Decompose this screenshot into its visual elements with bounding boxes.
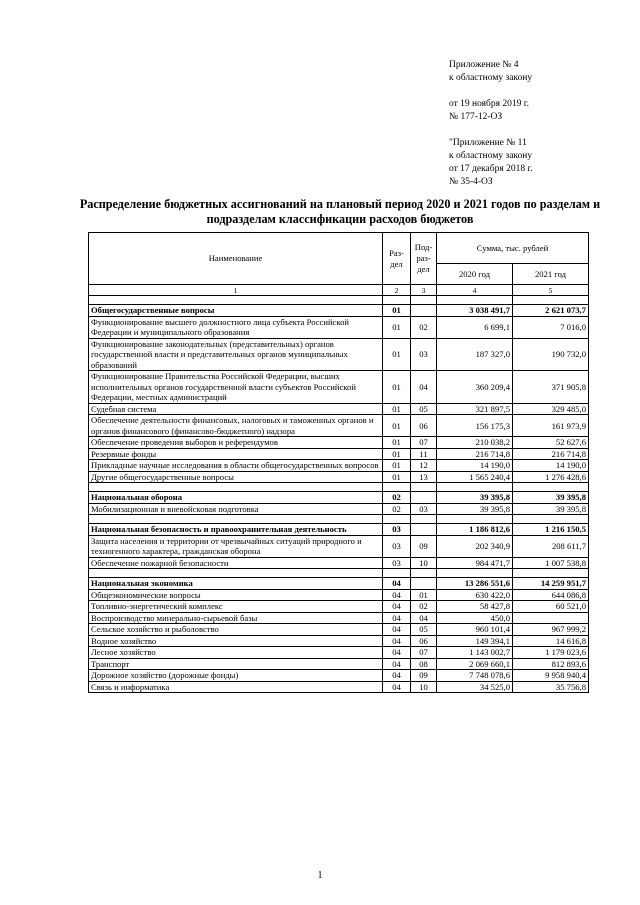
row-podrazdel — [411, 296, 437, 305]
row-podrazdel — [411, 483, 437, 492]
row-podrazdel: 09 — [411, 670, 437, 682]
row-podrazdel — [411, 569, 437, 578]
appendix-line: № 35-4-ОЗ — [449, 177, 493, 187]
row-sum-2021: 371 905,8 — [513, 371, 589, 404]
row-sum-2021: 14 190,0 — [513, 460, 589, 472]
document-title: Распределение бюджетных ассигнований на плановый период 2020 и 2021 годов по разделам и подразделам классификации расходов бюджетов — [79, 197, 601, 226]
row-razdel: 04 — [383, 601, 411, 613]
row-sum-2020: 2 069 660,1 — [437, 658, 513, 670]
row-razdel: 04 — [383, 612, 411, 624]
row-razdel: 01 — [383, 403, 411, 415]
row-sum-2020: 58 427,8 — [437, 601, 513, 613]
row-sum-2021: 7 016,0 — [513, 316, 589, 338]
row-podrazdel — [411, 578, 437, 590]
section-row — [89, 492, 589, 504]
table-row — [89, 535, 589, 557]
row-sum-2021 — [513, 483, 589, 492]
row-sum-2020: 202 340,9 — [437, 535, 513, 557]
row-razdel: 02 — [383, 503, 411, 515]
row-sum-2020: 13 286 551,6 — [437, 578, 513, 590]
row-sum-2021 — [513, 612, 589, 624]
table-row — [89, 437, 589, 449]
row-razdel: 04 — [383, 681, 411, 693]
row-sum-2021: 216 714,8 — [513, 448, 589, 460]
row-sum-2020 — [437, 296, 513, 305]
row-podrazdel: 03 — [411, 338, 437, 371]
spacer-row — [89, 296, 589, 305]
row-sum-2021: 14 259 951,7 — [513, 578, 589, 590]
row-name: Обеспечение пожарной безопасности — [89, 557, 383, 569]
col-header-2020: 2020 год — [437, 264, 513, 285]
row-name — [89, 569, 383, 578]
row-podrazdel: 07 — [411, 437, 437, 449]
row-sum-2020 — [437, 515, 513, 524]
row-name: Национальная оборона — [89, 492, 383, 504]
appendix-header — [449, 59, 629, 189]
appendix-line: "Приложение № 11 — [449, 138, 527, 148]
row-name: Сельское хозяйство и рыболовство — [89, 624, 383, 636]
row-sum-2021: 208 611,7 — [513, 535, 589, 557]
row-name: Обеспечение проведения выборов и референдумов — [89, 437, 383, 449]
table-row — [89, 460, 589, 472]
row-sum-2020: 6 699,1 — [437, 316, 513, 338]
appendix-line: к областному закону — [449, 73, 533, 83]
row-razdel: 01 — [383, 305, 411, 317]
col-header-2021: 2021 год — [513, 264, 589, 285]
row-razdel: 01 — [383, 460, 411, 472]
row-podrazdel: 07 — [411, 647, 437, 659]
table-row — [89, 557, 589, 569]
row-sum-2020: 14 190,0 — [437, 460, 513, 472]
row-sum-2021: 812 893,6 — [513, 658, 589, 670]
row-razdel: 01 — [383, 371, 411, 404]
row-name: Дорожное хозяйство (дорожные фонды) — [89, 670, 383, 682]
table-row — [89, 338, 589, 371]
row-sum-2020: 960 101,4 — [437, 624, 513, 636]
row-sum-2021: 644 086,8 — [513, 589, 589, 601]
table-row — [89, 448, 589, 460]
row-name: Связь и информатика — [89, 681, 383, 693]
row-name: Воспроизводство минерально-сырьевой базы — [89, 612, 383, 624]
row-razdel: 03 — [383, 524, 411, 536]
column-number: 1 — [89, 285, 383, 296]
row-sum-2020: 187 327,0 — [437, 338, 513, 371]
row-podrazdel: 11 — [411, 448, 437, 460]
appendix-line: к областному закону — [449, 151, 533, 161]
spacer-row — [89, 483, 589, 492]
row-sum-2021: 161 973,9 — [513, 415, 589, 437]
row-sum-2021: 190 732,0 — [513, 338, 589, 371]
column-number: 4 — [437, 285, 513, 296]
row-sum-2021: 35 756,8 — [513, 681, 589, 693]
appendix-line: от 19 ноября 2019 г. — [449, 99, 529, 109]
table-row — [89, 624, 589, 636]
row-podrazdel: 10 — [411, 681, 437, 693]
row-sum-2021: 1 007 538,8 — [513, 557, 589, 569]
row-sum-2020: 7 748 078,6 — [437, 670, 513, 682]
row-sum-2020: 360 209,4 — [437, 371, 513, 404]
section-row — [89, 578, 589, 590]
row-sum-2021: 39 395,8 — [513, 503, 589, 515]
table-row — [89, 316, 589, 338]
row-name — [89, 296, 383, 305]
row-razdel — [383, 515, 411, 524]
row-name — [89, 483, 383, 492]
row-podrazdel: 04 — [411, 612, 437, 624]
row-podrazdel — [411, 305, 437, 317]
table-row — [89, 681, 589, 693]
table-row — [89, 371, 589, 404]
appendix-line: Приложение № 4 — [449, 60, 519, 70]
row-razdel: 01 — [383, 338, 411, 371]
col-header-summa: Сумма, тыс. рублей — [437, 233, 589, 264]
row-sum-2021: 9 958 940,4 — [513, 670, 589, 682]
row-name: Мобилизационная и вневойсковая подготовка — [89, 503, 383, 515]
row-sum-2021: 967 999,2 — [513, 624, 589, 636]
row-podrazdel: 10 — [411, 557, 437, 569]
budget-table — [88, 232, 589, 693]
row-sum-2021 — [513, 569, 589, 578]
row-razdel: 04 — [383, 624, 411, 636]
row-razdel: 01 — [383, 415, 411, 437]
row-sum-2021: 1 179 023,6 — [513, 647, 589, 659]
row-sum-2021: 52 627,6 — [513, 437, 589, 449]
col-header-name: Наименование — [89, 233, 383, 285]
row-name: Функционирование высшего должностного лица субъекта Российской Федерации и муниципального образования — [89, 316, 383, 338]
row-sum-2020: 34 525,0 — [437, 681, 513, 693]
row-podrazdel: 12 — [411, 460, 437, 472]
column-number: 2 — [383, 285, 411, 296]
row-razdel: 01 — [383, 448, 411, 460]
row-podrazdel: 02 — [411, 316, 437, 338]
table-row — [89, 670, 589, 682]
row-name: Национальная безопасность и правоохранительная деятельность — [89, 524, 383, 536]
row-sum-2020: 156 175,3 — [437, 415, 513, 437]
column-number: 3 — [411, 285, 437, 296]
row-name: Функционирование законодательных (представительных) органов государственной власти и представительных органов муниципальных образований — [89, 338, 383, 371]
row-podrazdel: 09 — [411, 535, 437, 557]
table-row — [89, 503, 589, 515]
row-razdel: 04 — [383, 589, 411, 601]
row-name: Общеэкономические вопросы — [89, 589, 383, 601]
row-podrazdel: 03 — [411, 503, 437, 515]
row-razdel: 02 — [383, 492, 411, 504]
column-number: 5 — [513, 285, 589, 296]
col-header-podrazdel: Под-раз-дел — [411, 233, 437, 285]
spacer-row — [89, 569, 589, 578]
row-razdel: 03 — [383, 557, 411, 569]
row-podrazdel: 13 — [411, 471, 437, 483]
row-name: Общегосударственные вопросы — [89, 305, 383, 317]
spacer-row — [89, 515, 589, 524]
row-sum-2021: 329 485,0 — [513, 403, 589, 415]
row-sum-2020: 39 395,8 — [437, 503, 513, 515]
section-row — [89, 305, 589, 317]
table-body — [89, 296, 589, 693]
appendix-line: от 17 декабря 2018 г. — [449, 164, 533, 174]
row-sum-2020: 1 143 002,7 — [437, 647, 513, 659]
row-razdel: 01 — [383, 471, 411, 483]
col-header-razdel: Раз-дел — [383, 233, 411, 285]
row-name: Резервные фонды — [89, 448, 383, 460]
row-sum-2020: 984 471,7 — [437, 557, 513, 569]
row-podrazdel: 02 — [411, 601, 437, 613]
row-name: Лесное хозяйство — [89, 647, 383, 659]
row-podrazdel: 08 — [411, 658, 437, 670]
table-row — [89, 612, 589, 624]
table-row — [89, 589, 589, 601]
row-name: Прикладные научные исследования в области общегосударственных вопросов — [89, 460, 383, 472]
row-sum-2020: 39 395,8 — [437, 492, 513, 504]
row-name: Водное хозяйство — [89, 635, 383, 647]
row-name: Транспорт — [89, 658, 383, 670]
row-name: Функционирование Правительства Российской Федерации, высших исполнительных органов государственной власти субъектов Российской Федерации, местных администраций — [89, 371, 383, 404]
row-podrazdel — [411, 524, 437, 536]
row-podrazdel: 06 — [411, 415, 437, 437]
table-row — [89, 471, 589, 483]
row-sum-2021: 1 216 150,5 — [513, 524, 589, 536]
row-razdel: 04 — [383, 670, 411, 682]
row-name: Защита населения и территории от чрезвычайных ситуаций природного и техногенного характера, гражданская оборона — [89, 535, 383, 557]
table-row — [89, 635, 589, 647]
row-sum-2020 — [437, 569, 513, 578]
row-podrazdel: 05 — [411, 403, 437, 415]
row-razdel — [383, 296, 411, 305]
row-sum-2020: 1 565 240,4 — [437, 471, 513, 483]
row-sum-2020: 149 394,1 — [437, 635, 513, 647]
row-razdel: 04 — [383, 635, 411, 647]
row-name: Судебная система — [89, 403, 383, 415]
table-row — [89, 658, 589, 670]
row-sum-2021: 60 521,0 — [513, 601, 589, 613]
row-sum-2021 — [513, 515, 589, 524]
column-numbers-row — [89, 285, 589, 296]
row-sum-2020: 3 038 491,7 — [437, 305, 513, 317]
row-sum-2020: 450,0 — [437, 612, 513, 624]
row-podrazdel: 01 — [411, 589, 437, 601]
row-podrazdel: 05 — [411, 624, 437, 636]
row-sum-2021 — [513, 296, 589, 305]
row-razdel — [383, 569, 411, 578]
row-name: Другие общегосударственные вопросы — [89, 471, 383, 483]
row-name: Национальная экономика — [89, 578, 383, 590]
table-row — [89, 403, 589, 415]
row-podrazdel — [411, 515, 437, 524]
row-razdel: 04 — [383, 658, 411, 670]
row-sum-2020: 321 897,5 — [437, 403, 513, 415]
row-name: Топливно-энергетический комплекс — [89, 601, 383, 613]
table-row — [89, 415, 589, 437]
row-sum-2021: 1 276 428,6 — [513, 471, 589, 483]
row-sum-2020: 216 714,8 — [437, 448, 513, 460]
table-row — [89, 647, 589, 659]
row-sum-2020: 1 186 812,6 — [437, 524, 513, 536]
page-number: 1 — [317, 870, 323, 881]
row-sum-2021: 2 621 073,7 — [513, 305, 589, 317]
table-row — [89, 601, 589, 613]
row-razdel: 04 — [383, 647, 411, 659]
row-razdel — [383, 483, 411, 492]
row-name: Обеспечение деятельности финансовых, налоговых и таможенных органов и органов финансового (финансово-бюджетного) надзора — [89, 415, 383, 437]
row-razdel: 03 — [383, 535, 411, 557]
row-sum-2021: 14 616,8 — [513, 635, 589, 647]
row-podrazdel: 06 — [411, 635, 437, 647]
row-razdel: 01 — [383, 437, 411, 449]
row-podrazdel: 04 — [411, 371, 437, 404]
row-razdel: 01 — [383, 316, 411, 338]
row-sum-2021: 39 395,8 — [513, 492, 589, 504]
row-sum-2020 — [437, 483, 513, 492]
row-name — [89, 515, 383, 524]
row-sum-2020: 630 422,0 — [437, 589, 513, 601]
row-podrazdel — [411, 492, 437, 504]
appendix-line: № 177-12-ОЗ — [449, 112, 503, 122]
row-sum-2020: 210 038,2 — [437, 437, 513, 449]
section-row — [89, 524, 589, 536]
row-razdel: 04 — [383, 578, 411, 590]
